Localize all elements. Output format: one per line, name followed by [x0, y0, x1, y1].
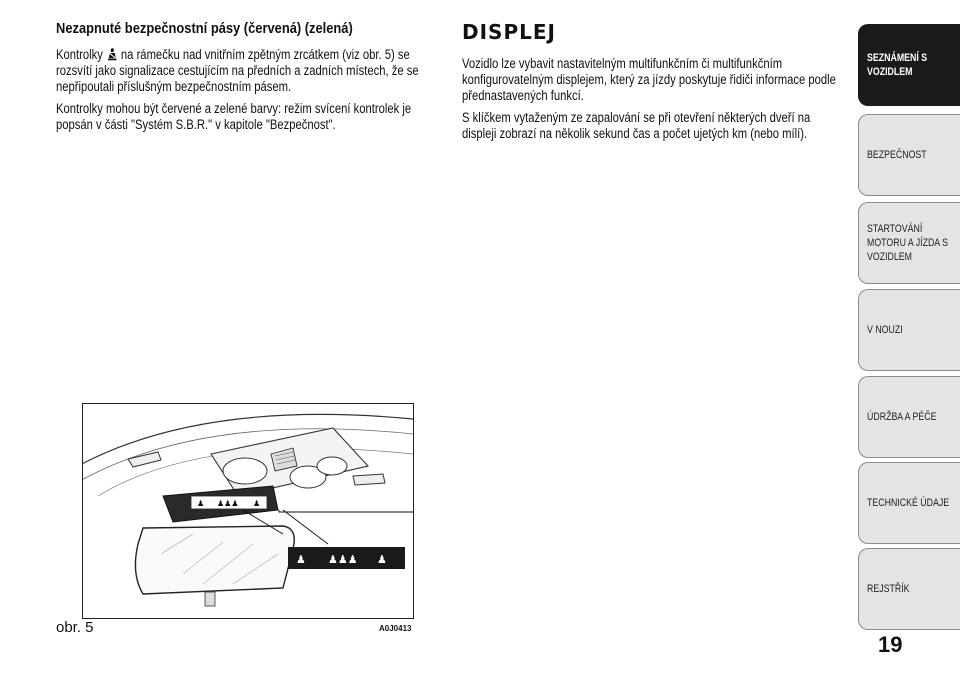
tab-label: ÚDRŽBA A PÉČE — [867, 411, 937, 423]
tab-label: BEZPEČNOST — [867, 149, 927, 161]
tab-label: TECHNICKÉ ÚDAJE — [867, 497, 950, 509]
tab-technicke-udaje[interactable] — [858, 462, 960, 544]
svg-text:♟♟♟: ♟♟♟ — [217, 499, 239, 508]
tab-label: REJSTŘÍK — [867, 583, 910, 595]
svg-text:♟: ♟ — [253, 499, 261, 508]
seatbelt-p1-before: Kontrolky — [56, 47, 103, 62]
seatbelt-heading: Nezapnuté bezpečnostní pásy (červená) (zelená) — [56, 20, 353, 37]
tab-udrzba-a-pece[interactable] — [858, 376, 960, 458]
tab-v-nouzi[interactable] — [858, 289, 960, 371]
svg-text:♟: ♟ — [197, 499, 205, 508]
display-paragraph-2: S klíčkem vytaženým ze zapalování se při otevření některých dveří na displeji zobrazí na několik sekund čas a počet ujetých km (nebo mílí). — [462, 110, 811, 141]
overhead-console-illustration — [83, 404, 413, 618]
figure-code: A0J0413 — [379, 624, 412, 633]
page-number: 19 — [878, 632, 903, 657]
svg-text:♟♟♟: ♟♟♟ — [328, 553, 358, 566]
tab-seznameni-s-vozidlem[interactable] — [858, 24, 960, 106]
display-section-title: DISPLEJ — [462, 20, 556, 44]
seatbelt-paragraph-2: Kontrolky mohou být červené a zelené barvy: režim svícení kontrolek je popsán v části "Systém S.B.R." v kapitole "Bezpečnost". — [56, 101, 412, 132]
seatbelt-icon — [106, 48, 118, 61]
svg-text:♟: ♟ — [377, 553, 387, 566]
seatbelt-paragraph-1 — [56, 47, 446, 95]
display-paragraph-1: Vozidlo lze vybavit nastavitelným multifunkčním či multifunkčním konfigurovatelným displejem, který za jízdy poskytuje řidiči informace podle přednastavených funkcí. — [462, 56, 836, 103]
tab-label: V NOUZI — [867, 324, 903, 336]
tab-startovani-motoru[interactable] — [858, 202, 960, 284]
tab-label: STARTOVÁNÍ MOTORU A JÍZDA S VOZIDLEM — [867, 223, 949, 263]
tab-bezpecnost[interactable] — [858, 114, 960, 196]
svg-text:♟: ♟ — [296, 553, 306, 566]
left-column — [56, 20, 446, 139]
figure-caption: obr. 5 — [56, 619, 94, 636]
seatbelt-p1-after: na rámečku nad vnitřním zpětným zrcátkem (viz obr. 5) se rozsvítí jako signalizace cestujícím na předních a zadních místech, že se nepřipoutali příslušným bezpečnostním pásem. — [56, 47, 419, 94]
tab-rejstrik[interactable] — [858, 548, 960, 630]
right-column — [462, 20, 847, 148]
tab-label: SEZNÁMENÍ S VOZIDLEM — [867, 52, 928, 78]
figure-overhead-console — [82, 403, 414, 619]
